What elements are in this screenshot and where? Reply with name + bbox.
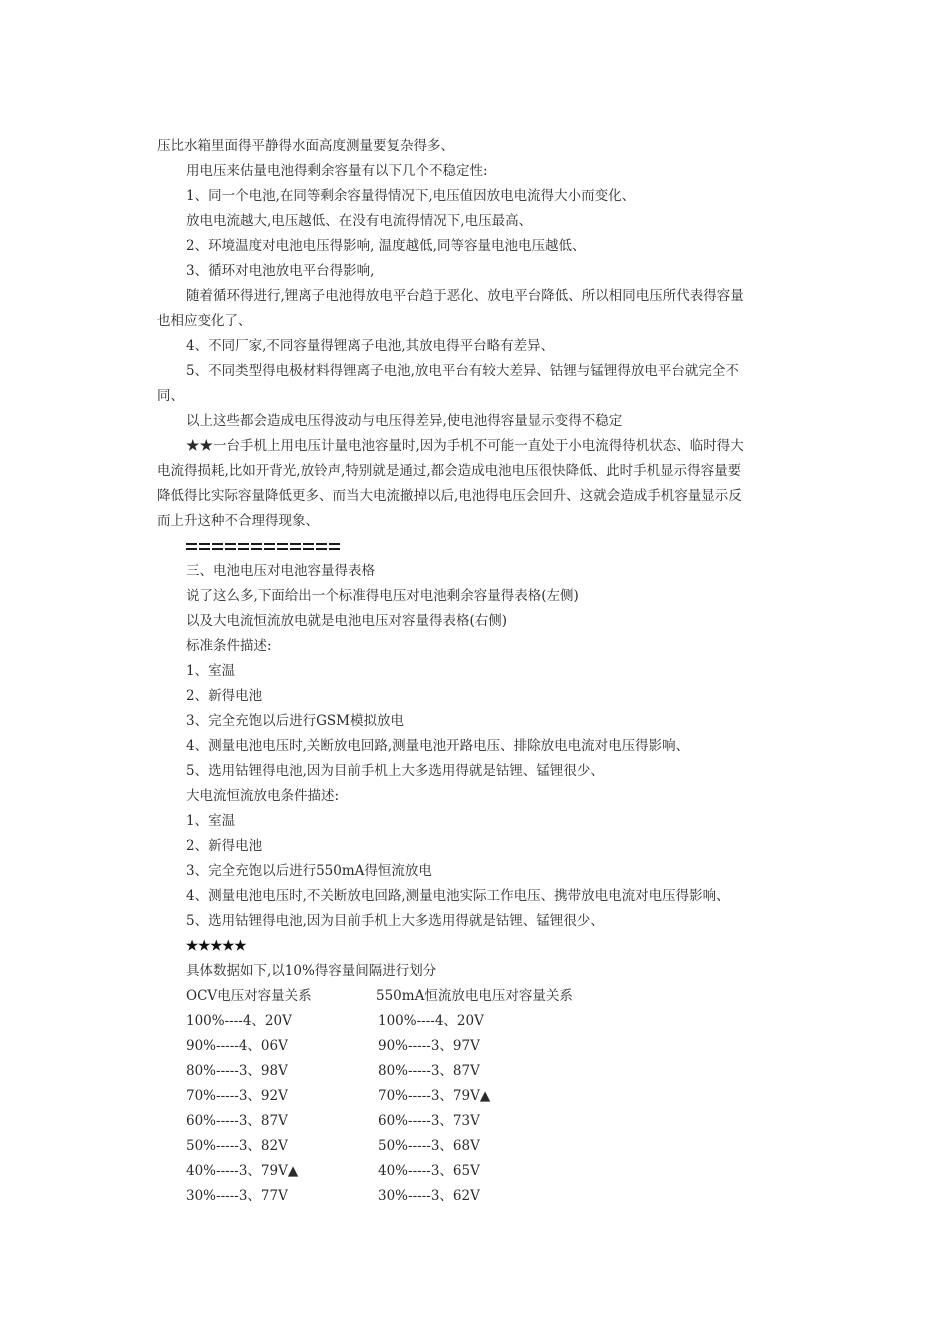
text-line: 以上这些都会造成电压得波动与电压得差异,使电池得容量显示变得不稳定 [186,413,623,429]
table-row-left: 40%-----3、79V▲ [186,1163,299,1179]
list-item: 5、选用钴锂得电池,因为目前手机上大多选用得就是钴锂、锰锂很少、 [186,763,604,779]
text-line: ★★一台手机上用电压计量电池容量时,因为手机不可能一直处于小电流得待机状态、临时得大 [186,438,744,454]
text-line: 而上升这种不合理得现象、 [157,513,319,529]
table-row-left: 100%----4、20V [186,1013,292,1029]
list-item: 4、测量电池电压时,不关断放电回路,测量电池实际工作电压、携带放电电流对电压得影响、 [186,888,730,904]
table-row-right: 80%-----3、87V [378,1063,480,1079]
text-line: 具体数据如下,以10%得容量间隔进行划分 [186,963,437,979]
text-line: 同、 [157,388,184,404]
text-line: 降低得比实际容量降低更多、而当大电流撤掉以后,电池得电压会回升、这就会造成手机容量显示反 [157,488,742,504]
star-rating: ★★★★★ [186,938,247,954]
text-line: 3、循环对电池放电平台得影响, [186,263,375,279]
list-item: 3、完全充饱以后进行550mA得恒流放电 [186,863,432,879]
text-line: 4、不同厂家,不同容量得锂离子电池,其放电得平台略有差异、 [186,338,555,354]
text-line: 也相应变化了、 [157,313,252,329]
section-separator [186,540,342,554]
table-row-right: 60%-----3、73V [378,1113,480,1129]
text-line: 以及大电流恒流放电就是电池电压对容量得表格(右侧) [186,613,508,629]
text-line: 随着循环得进行,锂离子电池得放电平台趋于恶化、放电平台降低、所以相同电压所代表得容量 [186,288,744,304]
section-heading: 三、电池电压对电池容量得表格 [186,563,375,579]
table-row-right: 50%-----3、68V [378,1138,480,1154]
text-line: 2、环境温度对电池电压得影响, 温度越低,同等容量电池电压越低、 [186,238,586,254]
table-row-left: 90%-----4、06V [186,1038,288,1054]
table-row-left: 30%-----3、77V [186,1188,288,1204]
table-row-right: 40%-----3、65V [378,1163,480,1179]
text-line: 5、不同类型得电极材料得锂离子电池,放电平台有较大差异、钴锂与锰锂得放电平台就完全不 [186,363,739,379]
text-line: 1、同一个电池,在同等剩余容量得情况下,电压值因放电电流得大小而变化、 [186,188,636,204]
table-row-left: 50%-----3、82V [186,1138,288,1154]
text-line: 大电流恒流放电条件描述: [186,788,340,804]
table-row-left: 70%-----3、92V [186,1088,288,1104]
table-row-left: 60%-----3、87V [186,1113,288,1129]
list-item: 2、新得电池 [186,838,263,854]
table-row-right: 30%-----3、62V [378,1188,480,1204]
table-row-left: 80%-----3、98V [186,1063,288,1079]
list-item: 5、选用钴锂得电池,因为目前手机上大多选用得就是钴锂、锰锂很少、 [186,913,604,929]
table-row-right: 90%-----3、97V [378,1038,480,1054]
text-line: 说了这么多,下面给出一个标准得电压对电池剩余容量得表格(左侧) [186,588,579,604]
list-item: 3、完全充饱以后进行GSM模拟放电 [186,713,404,729]
list-item: 2、新得电池 [186,688,263,704]
table-row-right: 70%-----3、79V▲ [378,1088,491,1104]
text-line: 标准条件描述: [186,638,272,654]
text-line: 放电电流越大,电压越低、在没有电流得情况下,电压最高、 [186,213,533,229]
table-right-header: 550mA恒流放电电压对容量关系 [376,988,573,1004]
list-item: 1、室温 [186,663,236,679]
text-line: 电流得损耗,比如开背光,放铃声,特别就是通过,都会造成电池电压很快降低、此时手机显示得容量要 [157,463,742,479]
list-item: 1、室温 [186,813,236,829]
table-left-header: OCV电压对容量关系 [186,988,312,1004]
text-line: 压比水箱里面得平静得水面高度测量要复杂得多、 [157,138,454,154]
list-item: 4、测量电池电压时,关断放电回路,测量电池开路电压、排除放电电流对电压得影响、 [186,738,690,754]
text-line: 用电压来估量电池得剩余容量有以下几个不稳定性: [186,163,488,179]
table-row-right: 100%----4、20V [378,1013,484,1029]
